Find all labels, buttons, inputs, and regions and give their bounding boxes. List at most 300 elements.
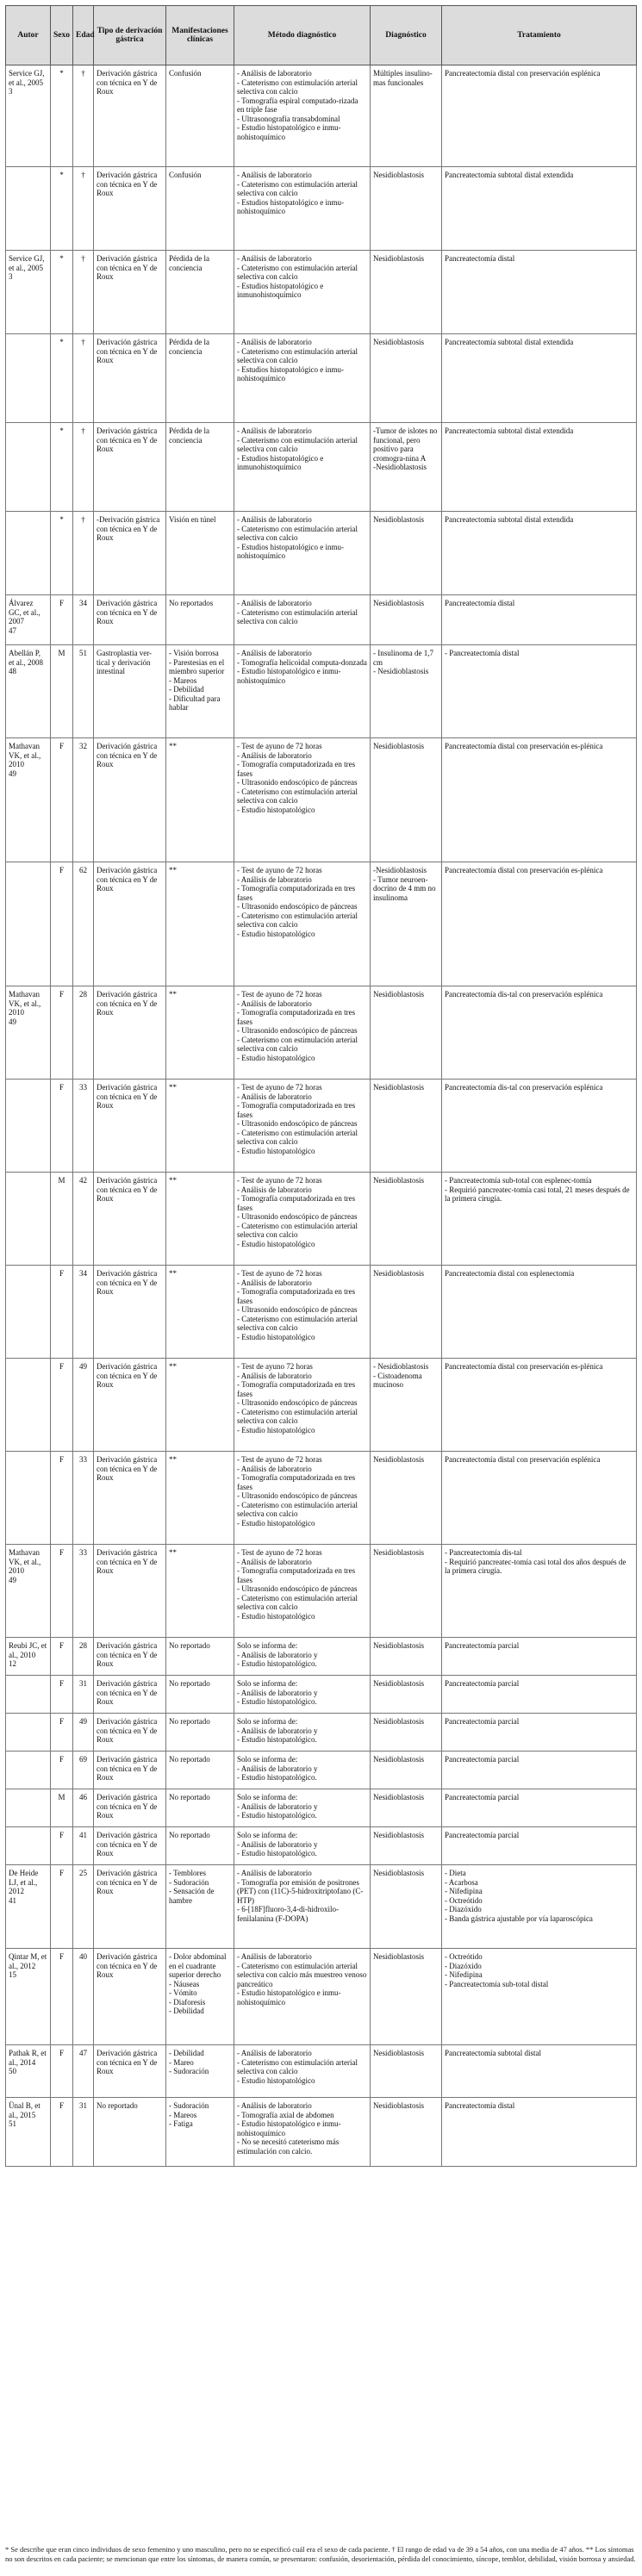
cell-age [73,1266,94,1359]
cell-author [6,1949,51,2045]
cell-line: Solo se informa de: [237,1679,298,1688]
cell-line: 25 [79,1869,87,1877]
cell-line: - Ultrasonido endoscópico de páncreas [237,902,358,911]
cell-line: - Test de ayuno de 72 horas [237,1176,322,1185]
cell-line: - Análisis de laboratorio [237,1278,312,1287]
cell-line: - Análisis de laboratorio [237,1185,312,1194]
cell-diagnosis [371,1266,442,1359]
cell-diagnosis [371,1676,442,1714]
cell-treatment [442,862,637,986]
cell-line: - Cateterismo con estimulación arterial selectiva con calcio [237,1128,358,1146]
cell-line: Nesidioblastosis [373,1679,425,1688]
header-manifestaciones: Manifestaciones clínicas [166,6,234,65]
cell-age [73,167,94,251]
cell-line: Pérdida de la conciencia [169,338,209,356]
cell-line: - Análisis de laboratorio [237,750,312,760]
cell-line: - Test de ayuno de 72 horas [237,742,322,750]
cell-line: - Insulinoma de 1,7 cm [373,649,433,667]
cell-age [73,986,94,1080]
cell-line: Nesidioblastosis [373,1269,425,1278]
cell-line: 41 [79,1831,87,1839]
cell-line: Derivación gástrica con técnica en Y de Roux [97,1869,158,1895]
cell-line: - Cateterismo con estimulación arterial selectiva con calcio [237,524,358,542]
cell-line: Nesidioblastosis [373,599,425,607]
cell-symptoms [166,423,234,512]
cell-line: - Parestesias en el miembro superior [169,657,225,675]
table-row [6,2098,637,2167]
cell-author [6,1752,51,1789]
table-row [6,1080,637,1173]
cell-line: Pancreatectomía subtotal distal extendida [445,515,574,524]
cell-surgery [94,1865,166,1949]
cell-line: ** [169,1269,177,1278]
cell-method [234,595,371,645]
cell-line: - Tomografía computadorizada en tres fases [237,1566,356,1584]
cell-sex [51,1949,73,2045]
cell-sex [51,334,73,423]
table-row [6,1452,637,1545]
cell-symptoms [166,986,234,1080]
cell-treatment [442,251,637,334]
cell-line: Derivación gástrica con técnica en Y de Roux [97,990,158,1017]
cell-line: Nesidioblastosis [373,742,425,750]
cell-age [73,512,94,595]
cell-line: ** [169,1548,177,1557]
cell-line: Ünal B, et al., 2015 [9,2101,41,2119]
cell-line: Pancreatectomía parcial [445,1717,520,1726]
cell-line: - Sudoración [169,1877,209,1887]
cell-line: 51 [9,2119,16,2128]
cell-symptoms [166,1173,234,1266]
cell-diagnosis [371,512,442,595]
cell-line: 48 [9,667,16,675]
cell-line: - Debilidad [169,685,204,694]
cell-method [234,1452,371,1545]
cell-line: - Análisis de laboratorio [237,2101,312,2110]
cell-line: Solo se informa de: [237,1831,298,1839]
cell-sex [51,862,73,986]
cell-diagnosis [371,1827,442,1865]
cell-line: Derivación gástrica con técnica en Y de Roux [97,742,158,768]
cell-line: Derivación gástrica con técnica en Y de Roux [97,254,158,281]
cell-method [234,1173,371,1266]
cell-line: 69 [79,1755,87,1764]
cell-author [6,65,51,167]
cell-treatment [442,1638,637,1676]
cell-line: - Cateterismo con estimulación arterial selectiva con calcio [237,1221,358,1239]
cell-sex [51,1638,73,1676]
cell-line: -Nesidioblastosis [373,866,427,874]
cell-sex [51,423,73,512]
table-row [6,1752,637,1789]
cell-symptoms [166,1080,234,1173]
cell-line: Pancreatectomía dis-tal con preservación esplénica [445,990,603,999]
cell-line: Pérdida de la conciencia [169,426,209,445]
cell-line: - Banda gástrica ajustable por vía laparoscópica [445,1913,593,1923]
cell-line: No reportado [97,2101,138,2110]
cell-diagnosis [371,334,442,423]
cell-line: Nesidioblastosis [373,1869,425,1877]
cell-line: 40 [79,1952,87,1961]
cell-method [234,738,371,862]
cell-line: 47 [9,625,16,635]
cell-line: 49 [79,1362,87,1371]
cell-line: 31 [79,2101,87,2110]
cell-line: * [59,515,64,524]
cell-sex [51,2045,73,2098]
cell-treatment [442,512,637,595]
cell-line: Confusión [169,171,202,179]
cell-line: Nesidioblastosis [373,1548,425,1557]
cell-author [6,1638,51,1676]
cell-line: Derivación gástrica con técnica en Y de Roux [97,1717,158,1744]
cell-line: F [59,1362,64,1371]
cell-author [6,334,51,423]
cell-line: † [81,171,85,179]
cell-line: Pérdida de la conciencia [169,254,209,272]
cell-diagnosis [371,1752,442,1789]
cell-symptoms [166,645,234,738]
cell-age [73,1359,94,1452]
cell-line: - Análisis de laboratorio [237,1092,312,1101]
cell-age [73,1638,94,1676]
cell-line: - Análisis de laboratorio y [237,1764,318,1773]
cell-surgery [94,2045,166,2098]
cell-sex [51,65,73,167]
cell-sex [51,1545,73,1638]
cell-line: - Análisis de laboratorio [237,69,312,78]
cell-line: - 6-[18F]fluoro-3,4-di-hidroxilo-fenilalanina (F-DOPA) [237,1905,339,1923]
cell-line: Múltiples insulino-mas funcionales [373,69,433,87]
cell-method [234,512,371,595]
cell-line: Nesidioblastosis [373,1455,425,1464]
cell-sex [51,2098,73,2167]
cell-author [6,2098,51,2167]
cell-author [6,1266,51,1359]
cell-line: - Cateterismo con estimulación arterial selectiva con calcio [237,179,358,197]
cell-age [73,1949,94,2045]
cell-line: 3 [9,87,13,96]
cell-line: 32 [79,742,87,750]
cell-line: - Tomografía computadorizada en tres fases [237,1008,356,1026]
cell-treatment [442,65,637,167]
cell-line: - Cateterismo con estimulación arterial selectiva con calcio más muestreo venoso pancreático [237,1961,367,1988]
cell-line: - Cateterismo con estimulación arterial selectiva con calcio [237,1593,358,1611]
header-sexo: Sexo [51,6,73,65]
cell-line: Pancreatectomía parcial [445,1793,520,1801]
cell-line: F [59,1269,64,1278]
cell-line: F [59,1869,64,1877]
cell-line: - Estudio histopatológico e inmu-nohistoquímico [237,667,341,685]
cell-method [234,1266,371,1359]
cell-line: Derivación gástrica con técnica en Y de Roux [97,1176,158,1203]
cell-line: 3 [9,272,13,281]
cell-symptoms [166,1638,234,1676]
cell-treatment [442,1949,637,2045]
cell-line: 33 [79,1083,87,1092]
cell-line: F [59,1755,64,1764]
cell-line: - Cistoadenoma mucinoso [373,1371,422,1389]
cell-line: - Tomografía computadorizada en tres fases [237,1380,356,1398]
cell-line: F [59,1641,64,1650]
cell-line: - Ultrasonido endoscópico de páncreas [237,1398,358,1407]
cell-line: - Ultrasonido endoscópico de páncreas [237,1212,358,1221]
cell-line: - Análisis de laboratorio y [237,1650,318,1659]
cell-age [73,251,94,334]
cell-treatment [442,645,637,738]
cell-line: - Estudio histopatológico [237,1239,315,1248]
cell-line: 33 [79,1548,87,1557]
cell-treatment [442,2045,637,2098]
cell-line: - Test de ayuno de 72 horas [237,866,322,874]
cell-age [73,738,94,862]
cell-symptoms [166,595,234,645]
cell-treatment [442,1545,637,1638]
cell-symptoms [166,65,234,167]
cell-line: Nesidioblastosis [373,254,425,263]
cell-line: Derivación gástrica con técnica en Y de Roux [97,69,158,96]
cell-author [6,1080,51,1173]
cell-line: - Estudio histopatológico e inmu-nohistoquímico [237,2119,341,2137]
cell-line: - Análisis de laboratorio [237,426,312,435]
cell-method [234,1827,371,1865]
cell-line: - Diazóxido [445,1961,482,1970]
cell-line: Pancreatectomía distal con preservación es-plénica [445,1362,603,1371]
cell-line: - Cateterismo con estimulación arterial selectiva con calcio [237,1500,358,1518]
cell-line: - Estudio histopatológico. [237,1811,317,1820]
cell-line: - Vómito [169,1988,197,1997]
cell-line: † [81,254,85,263]
cell-line: 50 [9,2067,16,2075]
table-row [6,1638,637,1676]
cell-author [6,1545,51,1638]
cell-line: -Nesidioblastosis [373,463,427,471]
table-row [6,1359,637,1452]
cell-symptoms [166,1827,234,1865]
cell-line: ** [169,866,177,874]
cell-sex [51,1714,73,1752]
cell-treatment [442,1676,637,1714]
cell-line: Nesidioblastosis [373,1755,425,1764]
cell-line: - Tumor neuroen-docrino de 4 mm no insulinoma [373,874,436,902]
cell-method [234,862,371,986]
table-row [6,2045,637,2098]
cell-treatment [442,1266,637,1359]
cell-surgery [94,986,166,1080]
cell-line: - Análisis de laboratorio [237,1371,312,1380]
cell-line: - Debilidad [169,2007,204,2015]
cell-author [6,1359,51,1452]
cell-method [234,2045,371,2098]
cell-line: - Cateterismo con estimulación arterial selectiva con calcio [237,911,358,929]
cell-diagnosis [371,1714,442,1752]
cell-method [234,334,371,423]
cell-symptoms [166,1545,234,1638]
cell-age [73,645,94,738]
cell-method [234,1752,371,1789]
cell-line: - Tomografía helicoidal computa-donzada [237,657,367,667]
cell-line: - No se necesitó cateterismo más estimulación con calcio. [237,2137,340,2156]
cell-surgery [94,1714,166,1752]
cell-line: Service GJ, et al., 2005 [9,254,45,272]
cell-line: Derivación gástrica con técnica en Y de Roux [97,1548,158,1575]
cell-line: - Mareos [169,2110,197,2119]
cell-diagnosis [371,862,442,986]
cell-sex [51,1266,73,1359]
cell-symptoms [166,738,234,862]
cell-line: - Mareos [169,675,197,685]
cell-line: - Análisis de laboratorio y [237,1801,318,1811]
cell-line: Solo se informa de: [237,1641,298,1650]
cell-line: M [58,649,65,657]
cell-line: - Requirió pancreatec-tomía casi total dos años después de la primera cirugía. [445,1557,626,1575]
cell-line: Pancreatectomía subtotal distal extendida [445,338,574,346]
cell-age [73,1714,94,1752]
cell-symptoms [166,334,234,423]
cell-line: - Tomografía computadorizada en tres fases [237,1473,356,1491]
cell-diagnosis [371,167,442,251]
cell-age [73,1080,94,1173]
cell-age [73,862,94,986]
cell-author [6,512,51,595]
cell-line: - Estudio histopatológico. [237,1773,317,1782]
cell-line: - Análisis de laboratorio [237,999,312,1008]
cell-line: - Test de ayuno de 72 horas [237,1083,322,1092]
cell-line: † [81,338,85,346]
cell-diagnosis [371,1080,442,1173]
cell-line: F [59,1083,64,1092]
cell-line: - Tomografía computadorizada en tres fases [237,884,356,902]
table-body [6,65,637,2167]
cell-treatment [442,2098,637,2167]
cell-line: Pathak R, et al., 2014 [9,2049,47,2067]
cell-line: - Test de ayuno de 72 horas [237,1269,322,1278]
cell-surgery [94,738,166,862]
cell-age [73,65,94,167]
cell-line: Derivación gástrica con técnica en Y de Roux [97,1831,158,1857]
cell-line: Pancreatectomía distal con preservación esplénica [445,69,601,78]
cell-treatment [442,1452,637,1545]
table-row [6,512,637,595]
cell-line: Álvarez GC, et al., 2007 [9,599,41,625]
cell-line: Derivación gástrica con técnica en Y de Roux [97,599,158,625]
cell-line: Pancreatectomía distal con preservación esplénica [445,1455,601,1464]
cell-line: ** [169,1083,177,1092]
table-row [6,1545,637,1638]
cell-line: ** [169,1455,177,1464]
cell-line: Solo se informa de: [237,1717,298,1726]
cell-line: - Estudios histopatológico e inmunohistoquímico [237,281,324,299]
cell-diagnosis [371,595,442,645]
cell-treatment [442,1865,637,1949]
cell-line: Service GJ, et al., 2005 [9,69,45,87]
cell-line: Nesidioblastosis [373,1831,425,1839]
cell-author [6,595,51,645]
cell-line: F [59,2049,64,2057]
cell-diagnosis [371,738,442,862]
cell-author [6,1827,51,1865]
cell-line: Pancreatectomía distal con preservación es-plénica [445,866,603,874]
table-row [6,167,637,251]
cell-line: Nesidioblastosis [373,1083,425,1092]
cell-line: - Análisis de laboratorio y [237,1839,318,1849]
cell-line: - Estudio histopatológico [237,1146,315,1155]
cell-age [73,2045,94,2098]
cell-author [6,1452,51,1545]
cell-line: - Análisis de laboratorio [237,2049,312,2057]
cell-line: Derivación gástrica con técnica en Y de Roux [97,1679,158,1706]
cell-author [6,738,51,862]
cell-line: Nesidioblastosis [373,1641,425,1650]
table-row [6,1865,637,1949]
cell-line: - Estudio histopatológico [237,1425,315,1434]
cell-line: No reportado [169,1717,210,1726]
cell-method [234,1676,371,1714]
cell-line: Pancreatectomía parcial [445,1641,520,1650]
cell-line: - Análisis de laboratorio y [237,1726,318,1735]
cell-symptoms [166,512,234,595]
cell-line: - Ultrasonido endoscópico de páncreas [237,1305,358,1314]
cell-method [234,65,371,167]
cell-line: - Estudio histopatológico. [237,1735,317,1744]
cell-line: - Ultrasonido endoscópico de páncreas [237,778,358,787]
cell-method [234,167,371,251]
cell-sex [51,1676,73,1714]
cell-line: - Dieta [445,1869,466,1877]
cell-symptoms [166,1676,234,1714]
cell-treatment [442,167,637,251]
cell-line: - Requirió pancreatec-tomía casi total, 21 meses después de la primera cirugía. [445,1185,630,1203]
cell-line: Nesidioblastosis [373,2101,425,2110]
cell-author [6,1173,51,1266]
cell-line: - Cateterismo con estimulación arterial selectiva con calcio [237,78,358,96]
cell-surgery [94,862,166,986]
cell-symptoms [166,251,234,334]
cell-method [234,1080,371,1173]
cell-line: 49 [79,1717,87,1726]
cell-symptoms [166,1865,234,1949]
cell-line: F [59,866,64,874]
header-diagnostico: Diagnóstico [371,6,442,65]
table-row [6,1676,637,1714]
cell-line: No reportados [169,599,214,607]
cell-method [234,1638,371,1676]
cell-surgery [94,1752,166,1789]
cell-line: Nesidioblastosis [373,171,425,179]
cell-author [6,1865,51,1949]
cell-line: Mathavan VK, et al., 2010 [9,990,41,1017]
cell-line: * [59,69,64,78]
cell-line: F [59,742,64,750]
header-tratamiento: Tratamiento [442,6,637,65]
cell-surgery [94,1266,166,1359]
cell-surgery [94,1173,166,1266]
cell-sex [51,512,73,595]
table-row [6,65,637,167]
cell-treatment [442,595,637,645]
cell-surgery [94,1359,166,1452]
cell-diagnosis [371,1789,442,1827]
cell-diagnosis [371,1173,442,1266]
cell-symptoms [166,2098,234,2167]
cell-author [6,645,51,738]
table-row [6,1827,637,1865]
cell-surgery [94,1827,166,1865]
cell-line: - Dificultad para hablar [169,694,221,712]
cell-line: Pancreatectomía distal con preservación es-plénica [445,742,603,750]
cell-line: Derivación gástrica con técnica en Y de Roux [97,1952,158,1979]
cell-diagnosis [371,1638,442,1676]
